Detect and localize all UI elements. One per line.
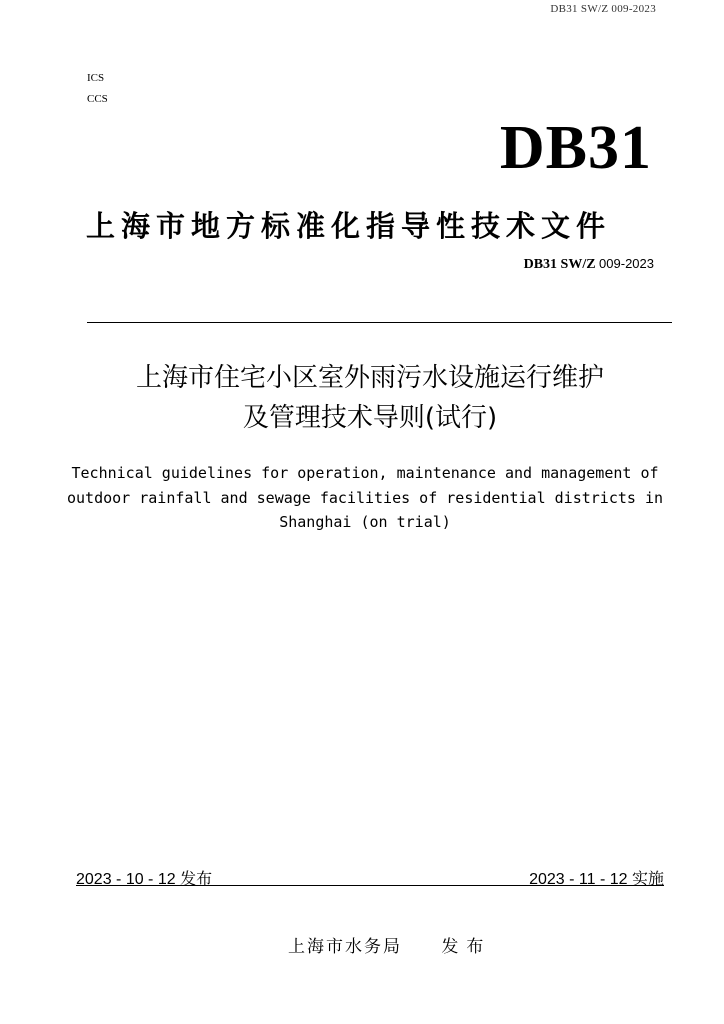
english-title-line-3: Shanghai (on trial) — [279, 513, 451, 531]
english-title-line-2: outdoor rainfall and sewage facilities of residential districts in — [66, 488, 664, 507]
issuer-name: 上海市水务局 — [288, 937, 402, 957]
ics-label: ICS — [87, 72, 105, 84]
document-number — [524, 256, 654, 273]
issuer-row — [288, 932, 491, 957]
bottom-divider — [76, 885, 664, 886]
implementation-date: 2023 - 11 - 12 实施 — [529, 871, 664, 888]
chinese-title — [60, 358, 680, 438]
issue-action: 发布 — [441, 937, 492, 957]
chinese-title-line-1: 上海市住宅小区室外雨污水设施运行维护 — [135, 363, 604, 393]
document-number-prefix: DB31 — [523, 257, 558, 272]
english-title — [60, 461, 670, 535]
document-number-value: 009-2023 — [599, 256, 654, 271]
chinese-title-line-2: 及管理技术导则(试行) — [242, 403, 498, 433]
standard-code: DB31 — [499, 114, 652, 182]
english-title-line-1: Technical guidelines for operation, maintenance and management of — [71, 464, 659, 482]
issue-date: 2023 - 10 - 12 发布 — [76, 871, 213, 888]
document-category: 上海市地方标准化指导性技术文件 — [86, 209, 612, 243]
ccs-label: CCS — [87, 93, 108, 105]
top-divider — [87, 322, 672, 323]
document-number-type: SW/Z — [560, 257, 596, 272]
running-header-code: DB31 SW/Z 009-2023 — [550, 3, 656, 15]
